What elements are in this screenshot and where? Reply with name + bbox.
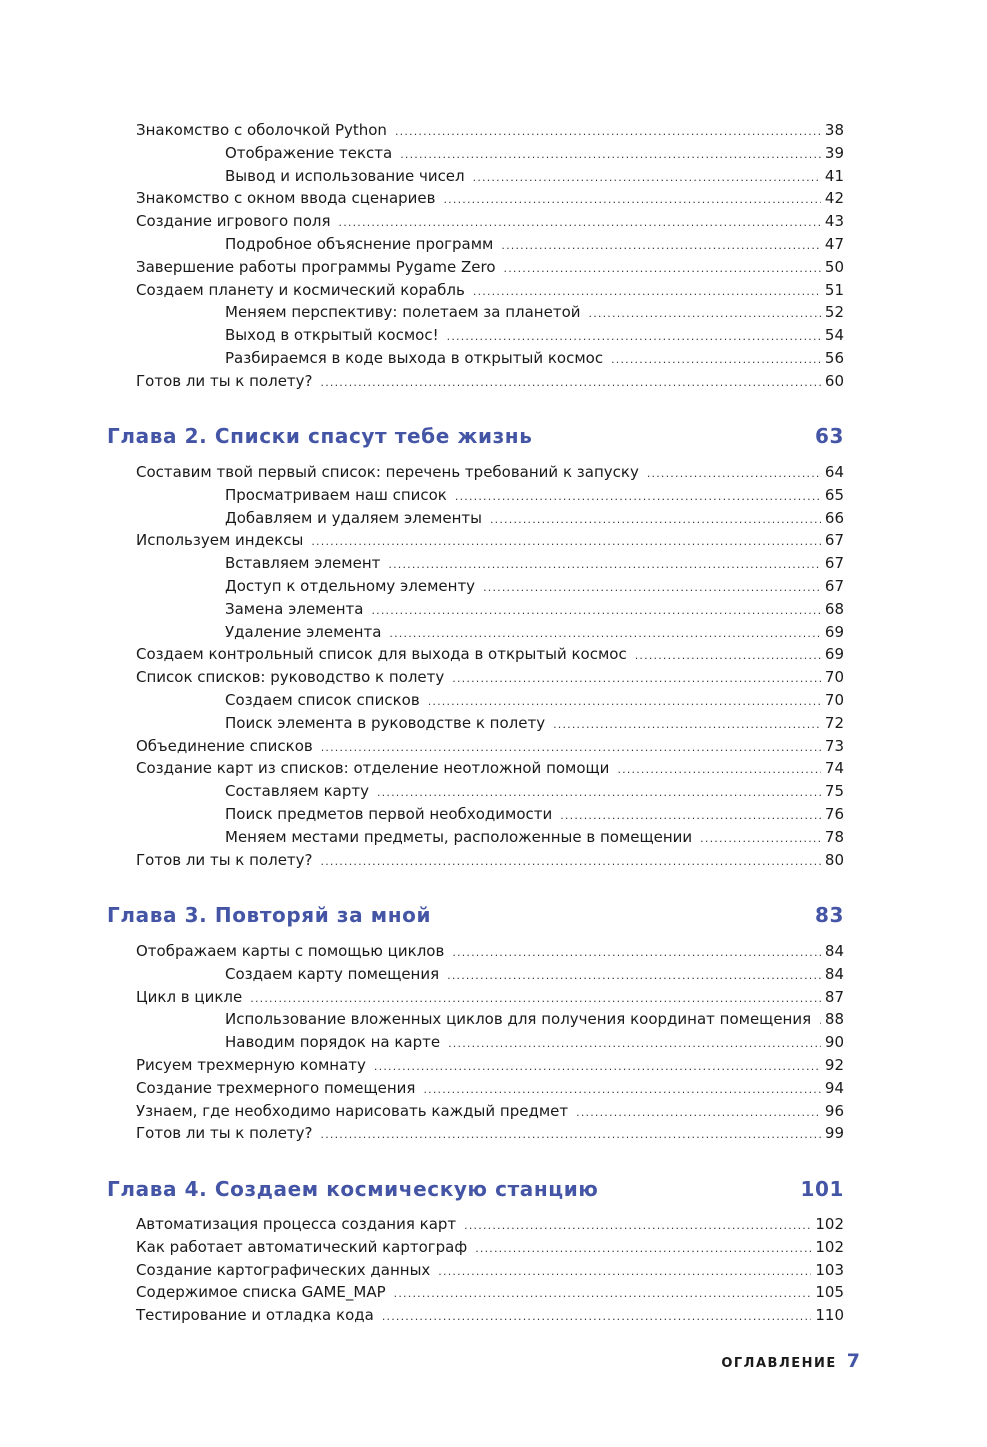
dot-leader — [475, 1237, 811, 1260]
chapter-page: 101 — [800, 1177, 844, 1201]
toc-entry-title: Знакомство с оболочкой Python — [136, 121, 387, 139]
toc-entry-title: Меняем перспективу: полетаем за планетой — [225, 303, 581, 322]
toc-entry — [225, 233, 844, 256]
toc-entry-page: 60 — [824, 371, 844, 390]
toc-entry — [225, 963, 844, 986]
toc-entry — [136, 1077, 844, 1100]
toc-entry-page: 39 — [824, 143, 844, 162]
toc-entry — [136, 986, 844, 1009]
toc-entry-title: Наводим порядок на карте — [225, 1033, 441, 1052]
toc-entry-title: Готов ли ты к полету? — [136, 371, 313, 390]
toc-entry — [136, 1304, 844, 1327]
toc-entry — [225, 689, 844, 712]
toc-entry-title: Отображаем карты с помощью циклов — [136, 942, 445, 960]
toc-entry-page: 70 — [824, 668, 844, 687]
toc-entry — [136, 1281, 844, 1304]
dot-leader — [428, 690, 821, 713]
toc-entry-title: Узнаем, где необходимо нарисовать каждый предмет — [136, 1101, 569, 1120]
toc-entry-page: 103 — [815, 1260, 844, 1279]
toc-entry-title: Поиск элемента в руководстве к полету — [225, 713, 546, 732]
toc-entry-page: 51 — [824, 280, 844, 299]
toc-entry-title: Использование вложенных циклов для получения координат помещения — [225, 1010, 812, 1029]
dot-leader — [389, 622, 821, 645]
toc-entry — [136, 1100, 844, 1123]
toc-entry-page: 99 — [824, 1124, 844, 1143]
toc-entry — [225, 780, 844, 803]
toc-entry-title: Создание трехмерного помещения — [136, 1078, 416, 1097]
toc-entry-page: 67 — [824, 554, 844, 573]
toc-entry-page: 78 — [824, 827, 844, 846]
toc-entry-page: 84 — [824, 942, 844, 960]
toc-entry-title: Меняем местами предметы, расположенные в помещении — [225, 827, 693, 846]
toc-entry-page: 66 — [824, 508, 844, 527]
toc-entry-page: 90 — [824, 1033, 844, 1052]
dot-leader — [473, 280, 821, 303]
toc-entry-title: Замена элемента — [225, 599, 364, 618]
toc-entry-title: Вывод и использование чисел — [225, 166, 465, 185]
toc-entry-title: Завершение работы программы Pygame Zero — [136, 257, 496, 276]
toc-entry-page: 50 — [824, 257, 844, 276]
dot-leader — [438, 1260, 811, 1283]
dot-leader — [819, 1009, 821, 1032]
toc-entry-page: 74 — [824, 759, 844, 778]
toc-entry-title: Составляем карту — [225, 782, 369, 801]
chapter-heading — [107, 903, 844, 933]
dot-leader — [447, 964, 821, 987]
dot-leader — [576, 1101, 821, 1124]
toc-entry — [136, 940, 844, 963]
toc-entry-title: Вставляем элемент — [225, 554, 381, 573]
toc-entry — [136, 1054, 844, 1077]
toc-entry-title: Создаем контрольный список для выхода в открытый космос — [136, 645, 627, 664]
toc-entry-title: Список списков: руководство к полету — [136, 668, 445, 687]
chapter-page: 83 — [814, 903, 844, 927]
dot-leader — [374, 1055, 821, 1078]
dot-leader — [395, 120, 821, 143]
toc-entry-page: 69 — [824, 622, 844, 641]
chapter-title: Глава 4. Создаем космическую станцию — [107, 1177, 599, 1201]
toc-entry — [136, 210, 844, 233]
toc-entry-page: 73 — [824, 736, 844, 755]
chapter-heading — [107, 424, 844, 454]
toc-entry-title: Рисуем трехмерную комнату — [136, 1056, 366, 1074]
toc-entry-page: 56 — [824, 349, 844, 367]
toc-entry-title: Готов ли ты к полету? — [136, 850, 313, 869]
toc-entry-page: 72 — [824, 713, 844, 732]
dot-leader — [388, 553, 821, 576]
toc-entry-page: 47 — [824, 235, 844, 253]
toc-entry — [136, 279, 844, 302]
toc-entry-title: Создаем список списков — [225, 691, 420, 709]
toc-entry — [225, 142, 844, 165]
toc-entry — [136, 461, 844, 484]
toc-entry-title: Создание игрового поля — [136, 212, 331, 231]
toc-entry-title: Создание картографических данных — [136, 1260, 431, 1279]
toc-entry — [225, 1031, 844, 1054]
toc-entry — [136, 370, 844, 393]
toc-entry — [225, 324, 844, 347]
dot-leader — [501, 234, 821, 257]
toc-entry-title: Создаем карту помещения — [225, 964, 440, 983]
dot-leader — [473, 166, 821, 189]
toc-entry — [136, 849, 844, 872]
toc-entry-page: 65 — [824, 485, 844, 504]
dot-leader — [443, 188, 820, 211]
toc-entry — [136, 1122, 844, 1145]
toc-entry — [136, 1236, 844, 1259]
toc-entry-title: Используем индексы — [136, 531, 304, 550]
toc-entry — [136, 643, 844, 666]
toc-entry-page: 102 — [815, 1237, 844, 1256]
toc-entry-page: 88 — [824, 1010, 844, 1029]
toc-entry-page: 43 — [824, 212, 844, 231]
toc-entry-page: 38 — [824, 121, 844, 139]
dot-leader — [321, 1123, 821, 1146]
toc-entry-title: Знакомство с окном ввода сценариев — [136, 189, 436, 208]
dot-leader — [377, 781, 821, 804]
dot-leader — [455, 485, 821, 508]
toc-entry — [225, 826, 844, 849]
dot-leader — [553, 713, 821, 736]
toc-entry-page: 75 — [824, 782, 844, 801]
toc-entry-page: 52 — [824, 303, 844, 322]
toc-entry-page: 41 — [824, 166, 844, 185]
toc-entry — [136, 256, 844, 279]
page-footer — [700, 1350, 860, 1374]
toc-entry-page: 94 — [824, 1078, 844, 1097]
toc-entry-title: Цикл в цикле — [136, 987, 243, 1006]
dot-leader — [339, 211, 821, 234]
dot-leader — [464, 1214, 811, 1237]
toc-entry-page: 67 — [824, 531, 844, 550]
toc-entry-page: 67 — [824, 577, 844, 595]
toc-entry — [225, 598, 844, 621]
dot-leader — [250, 987, 821, 1010]
toc-entry — [136, 735, 844, 758]
toc-entry-page: 84 — [824, 964, 844, 983]
dot-leader — [311, 530, 821, 553]
toc-entry-page: 102 — [815, 1215, 844, 1233]
dot-leader — [635, 644, 821, 667]
toc-entry-page: 68 — [824, 599, 844, 618]
toc-entry-page: 80 — [824, 850, 844, 869]
toc-entry-title: Доступ к отдельному элементу — [225, 577, 476, 595]
toc-entry-title: Создаем планету и космический корабль — [136, 280, 465, 299]
dot-leader — [423, 1078, 820, 1101]
toc-entry-page: 87 — [824, 987, 844, 1006]
dot-leader — [382, 1305, 812, 1328]
toc-entry-title: Готов ли ты к полету? — [136, 1124, 313, 1143]
toc-entry — [136, 1259, 844, 1282]
dot-leader — [321, 371, 821, 394]
toc-entry-page: 96 — [824, 1101, 844, 1120]
chapter-page: 63 — [814, 424, 844, 448]
dot-leader — [448, 1032, 821, 1055]
toc-entry — [225, 347, 844, 370]
toc-entry-title: Добавляем и удаляем элементы — [225, 508, 482, 527]
toc-entry-title: Удаление элемента — [225, 622, 382, 641]
toc-entry — [225, 1008, 844, 1031]
toc-entry — [225, 301, 844, 324]
toc-entry-title: Тестирование и отладка кода — [136, 1306, 374, 1325]
toc-entry — [225, 803, 844, 826]
toc-entry-page: 110 — [815, 1306, 844, 1325]
dot-leader — [321, 736, 821, 759]
toc-entry-page: 105 — [815, 1283, 844, 1302]
dot-leader — [394, 1282, 812, 1305]
footer-label: ОГЛАВЛЕНИЕ — [721, 1356, 837, 1371]
toc-entry-page: 69 — [824, 645, 844, 664]
toc-entry-title: Объединение списков — [136, 736, 313, 755]
chapter-title: Глава 2. Списки спасут тебе жизнь — [107, 424, 533, 448]
toc-entry — [225, 507, 844, 530]
dot-leader — [483, 576, 821, 599]
toc-entry — [225, 165, 844, 188]
toc-entry-title: Создание карт из списков: отделение неотложной помощи — [136, 759, 610, 778]
dot-leader — [452, 941, 821, 964]
dot-leader — [490, 508, 821, 531]
toc-entry-page: 64 — [824, 463, 844, 481]
dot-leader — [617, 758, 820, 781]
dot-leader — [452, 667, 821, 690]
toc-entry-page: 92 — [824, 1056, 844, 1074]
toc-entry-title: Выход в открытый космос! — [225, 326, 439, 345]
toc-entry-page: 54 — [824, 326, 844, 345]
toc-entry — [136, 187, 844, 210]
toc-entry-title: Подробное объяснение программ — [225, 235, 494, 253]
toc-entry-page: 70 — [824, 691, 844, 709]
toc-entry-page: 42 — [824, 189, 844, 208]
toc-entry — [136, 757, 844, 780]
dot-leader — [321, 850, 821, 873]
toc-entry-title: Как работает автоматический картограф — [136, 1237, 468, 1256]
toc-entry — [225, 484, 844, 507]
dot-leader — [447, 325, 821, 348]
dot-leader — [371, 599, 820, 622]
dot-leader — [700, 827, 821, 850]
toc-entry — [225, 621, 844, 644]
chapter-title: Глава 3. Повторяй за мной — [107, 903, 432, 927]
dot-leader — [647, 462, 821, 485]
toc-entry — [136, 1213, 844, 1236]
toc-entry — [136, 529, 844, 552]
dot-leader — [611, 348, 821, 371]
toc-entry — [136, 119, 844, 142]
dot-leader — [400, 143, 821, 166]
toc-entry-title: Автоматизация процесса создания карт — [136, 1215, 457, 1233]
dot-leader — [504, 257, 821, 280]
toc-entry — [225, 552, 844, 575]
toc-entry — [136, 666, 844, 689]
toc-entry-title: Просматриваем наш список — [225, 485, 447, 504]
toc-entry-title: Отображение текста — [225, 143, 393, 162]
dot-leader — [560, 804, 821, 827]
dot-leader — [589, 302, 821, 325]
chapter-heading — [107, 1177, 844, 1207]
toc-entry-title: Поиск предметов первой необходимости — [225, 805, 553, 823]
toc-entry-title: Содержимое списка GAME_MAP — [136, 1283, 386, 1302]
toc-entry-title: Разбираемся в коде выхода в открытый космос — [225, 349, 604, 367]
toc-entry — [225, 712, 844, 735]
toc-entry-page: 76 — [824, 805, 844, 823]
page-number: 7 — [846, 1350, 860, 1372]
toc-entry-title: Составим твой первый список: перечень требований к запуску — [136, 463, 639, 481]
toc-entry — [225, 575, 844, 598]
